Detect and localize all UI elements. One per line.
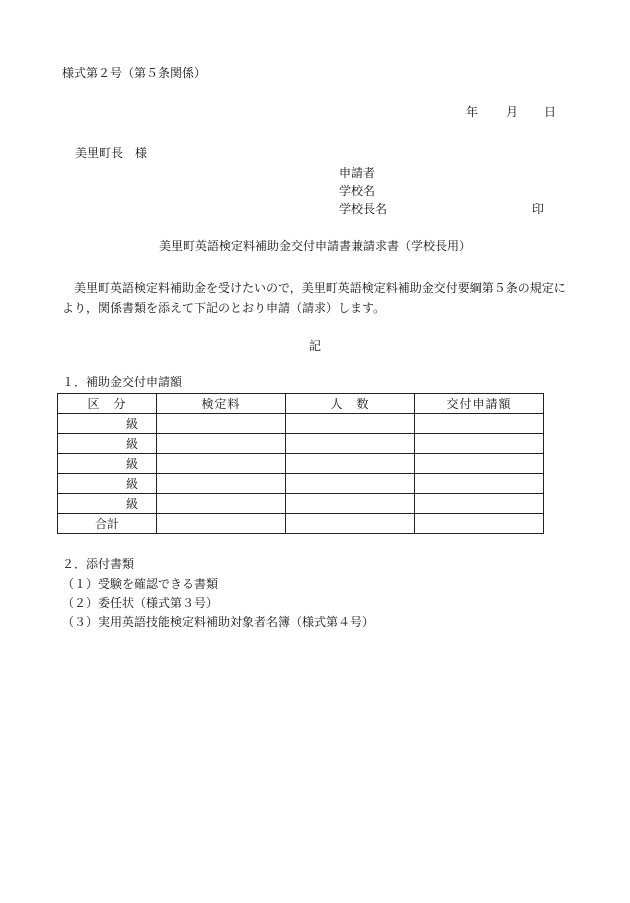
exam-fee-cell[interactable] <box>157 434 286 454</box>
grant-amount-cell[interactable] <box>415 434 544 454</box>
header-category: 区 分 <box>58 394 157 414</box>
ki-heading: 記 <box>308 339 321 353</box>
total-row <box>58 514 544 534</box>
table-row <box>58 474 544 494</box>
school-name-label: 学校名 <box>339 184 376 198</box>
people-count-cell[interactable] <box>286 434 415 454</box>
table-row <box>58 414 544 434</box>
addressee: 美里町長 様 <box>75 146 148 160</box>
form-number: 様式第２号（第５条関係） <box>62 66 207 80</box>
people-count-cell[interactable] <box>286 454 415 474</box>
header-people-count: 人 数 <box>286 394 415 414</box>
grade-cell: 級 <box>58 414 157 434</box>
applicant-block <box>339 164 543 218</box>
attachment-item: （３）実用英語技能検定料補助対象者名簿（様式第４号） <box>62 615 375 629</box>
total-label-cell: 合計 <box>58 514 157 534</box>
attachment-item: （１）受験を確認できる書類 <box>62 577 219 591</box>
exam-fee-cell[interactable] <box>157 494 286 514</box>
section2-heading: ２．添付書類 <box>62 557 135 571</box>
table-row <box>58 454 544 474</box>
table-row <box>58 434 544 454</box>
grant-amount-cell[interactable] <box>415 494 544 514</box>
grade-cell: 級 <box>58 454 157 474</box>
date-year-label: 年 <box>466 105 479 119</box>
attachment-list <box>62 575 374 632</box>
applicant-label: 申請者 <box>339 166 376 180</box>
grant-amount-cell[interactable] <box>415 454 544 474</box>
amount-table <box>57 393 544 534</box>
header-grant-amount: 交付申請額 <box>415 394 544 414</box>
table-row <box>58 494 544 514</box>
date-day-label: 日 <box>544 105 557 119</box>
people-count-cell[interactable] <box>286 414 415 434</box>
grade-cell: 級 <box>58 434 157 454</box>
principal-row <box>339 200 543 218</box>
total-grant-amount-cell[interactable] <box>415 514 544 534</box>
attachment-item: （２）委任状（様式第３号） <box>62 596 219 610</box>
grade-cell: 級 <box>58 474 157 494</box>
grant-amount-cell[interactable] <box>415 414 544 434</box>
exam-fee-cell[interactable] <box>157 414 286 434</box>
total-people-count-cell[interactable] <box>286 514 415 534</box>
exam-fee-cell[interactable] <box>157 474 286 494</box>
grade-cell: 級 <box>58 494 157 514</box>
grant-amount-cell[interactable] <box>415 474 544 494</box>
exam-fee-cell[interactable] <box>157 454 286 474</box>
date-month-label: 月 <box>506 105 519 119</box>
table-header-row <box>58 394 544 414</box>
seal-mark: 印 <box>532 202 545 216</box>
document-title: 美里町英語検定料補助金交付申請書兼請求書（学校長用） <box>158 239 471 253</box>
principal-name-label: 学校長名 <box>339 202 388 216</box>
total-exam-fee-cell[interactable] <box>157 514 286 534</box>
header-exam-fee: 検定料 <box>157 394 286 414</box>
body-paragraph: 美里町英語検定料補助金を受けたいので，美里町英語検定料補助金交付要綱第５条の規定により，関係書類を添えて下記のとおり申請（請求）します。 <box>62 281 566 315</box>
people-count-cell[interactable] <box>286 494 415 514</box>
people-count-cell[interactable] <box>286 474 415 494</box>
section1-heading: １．補助金交付申請額 <box>62 375 183 389</box>
